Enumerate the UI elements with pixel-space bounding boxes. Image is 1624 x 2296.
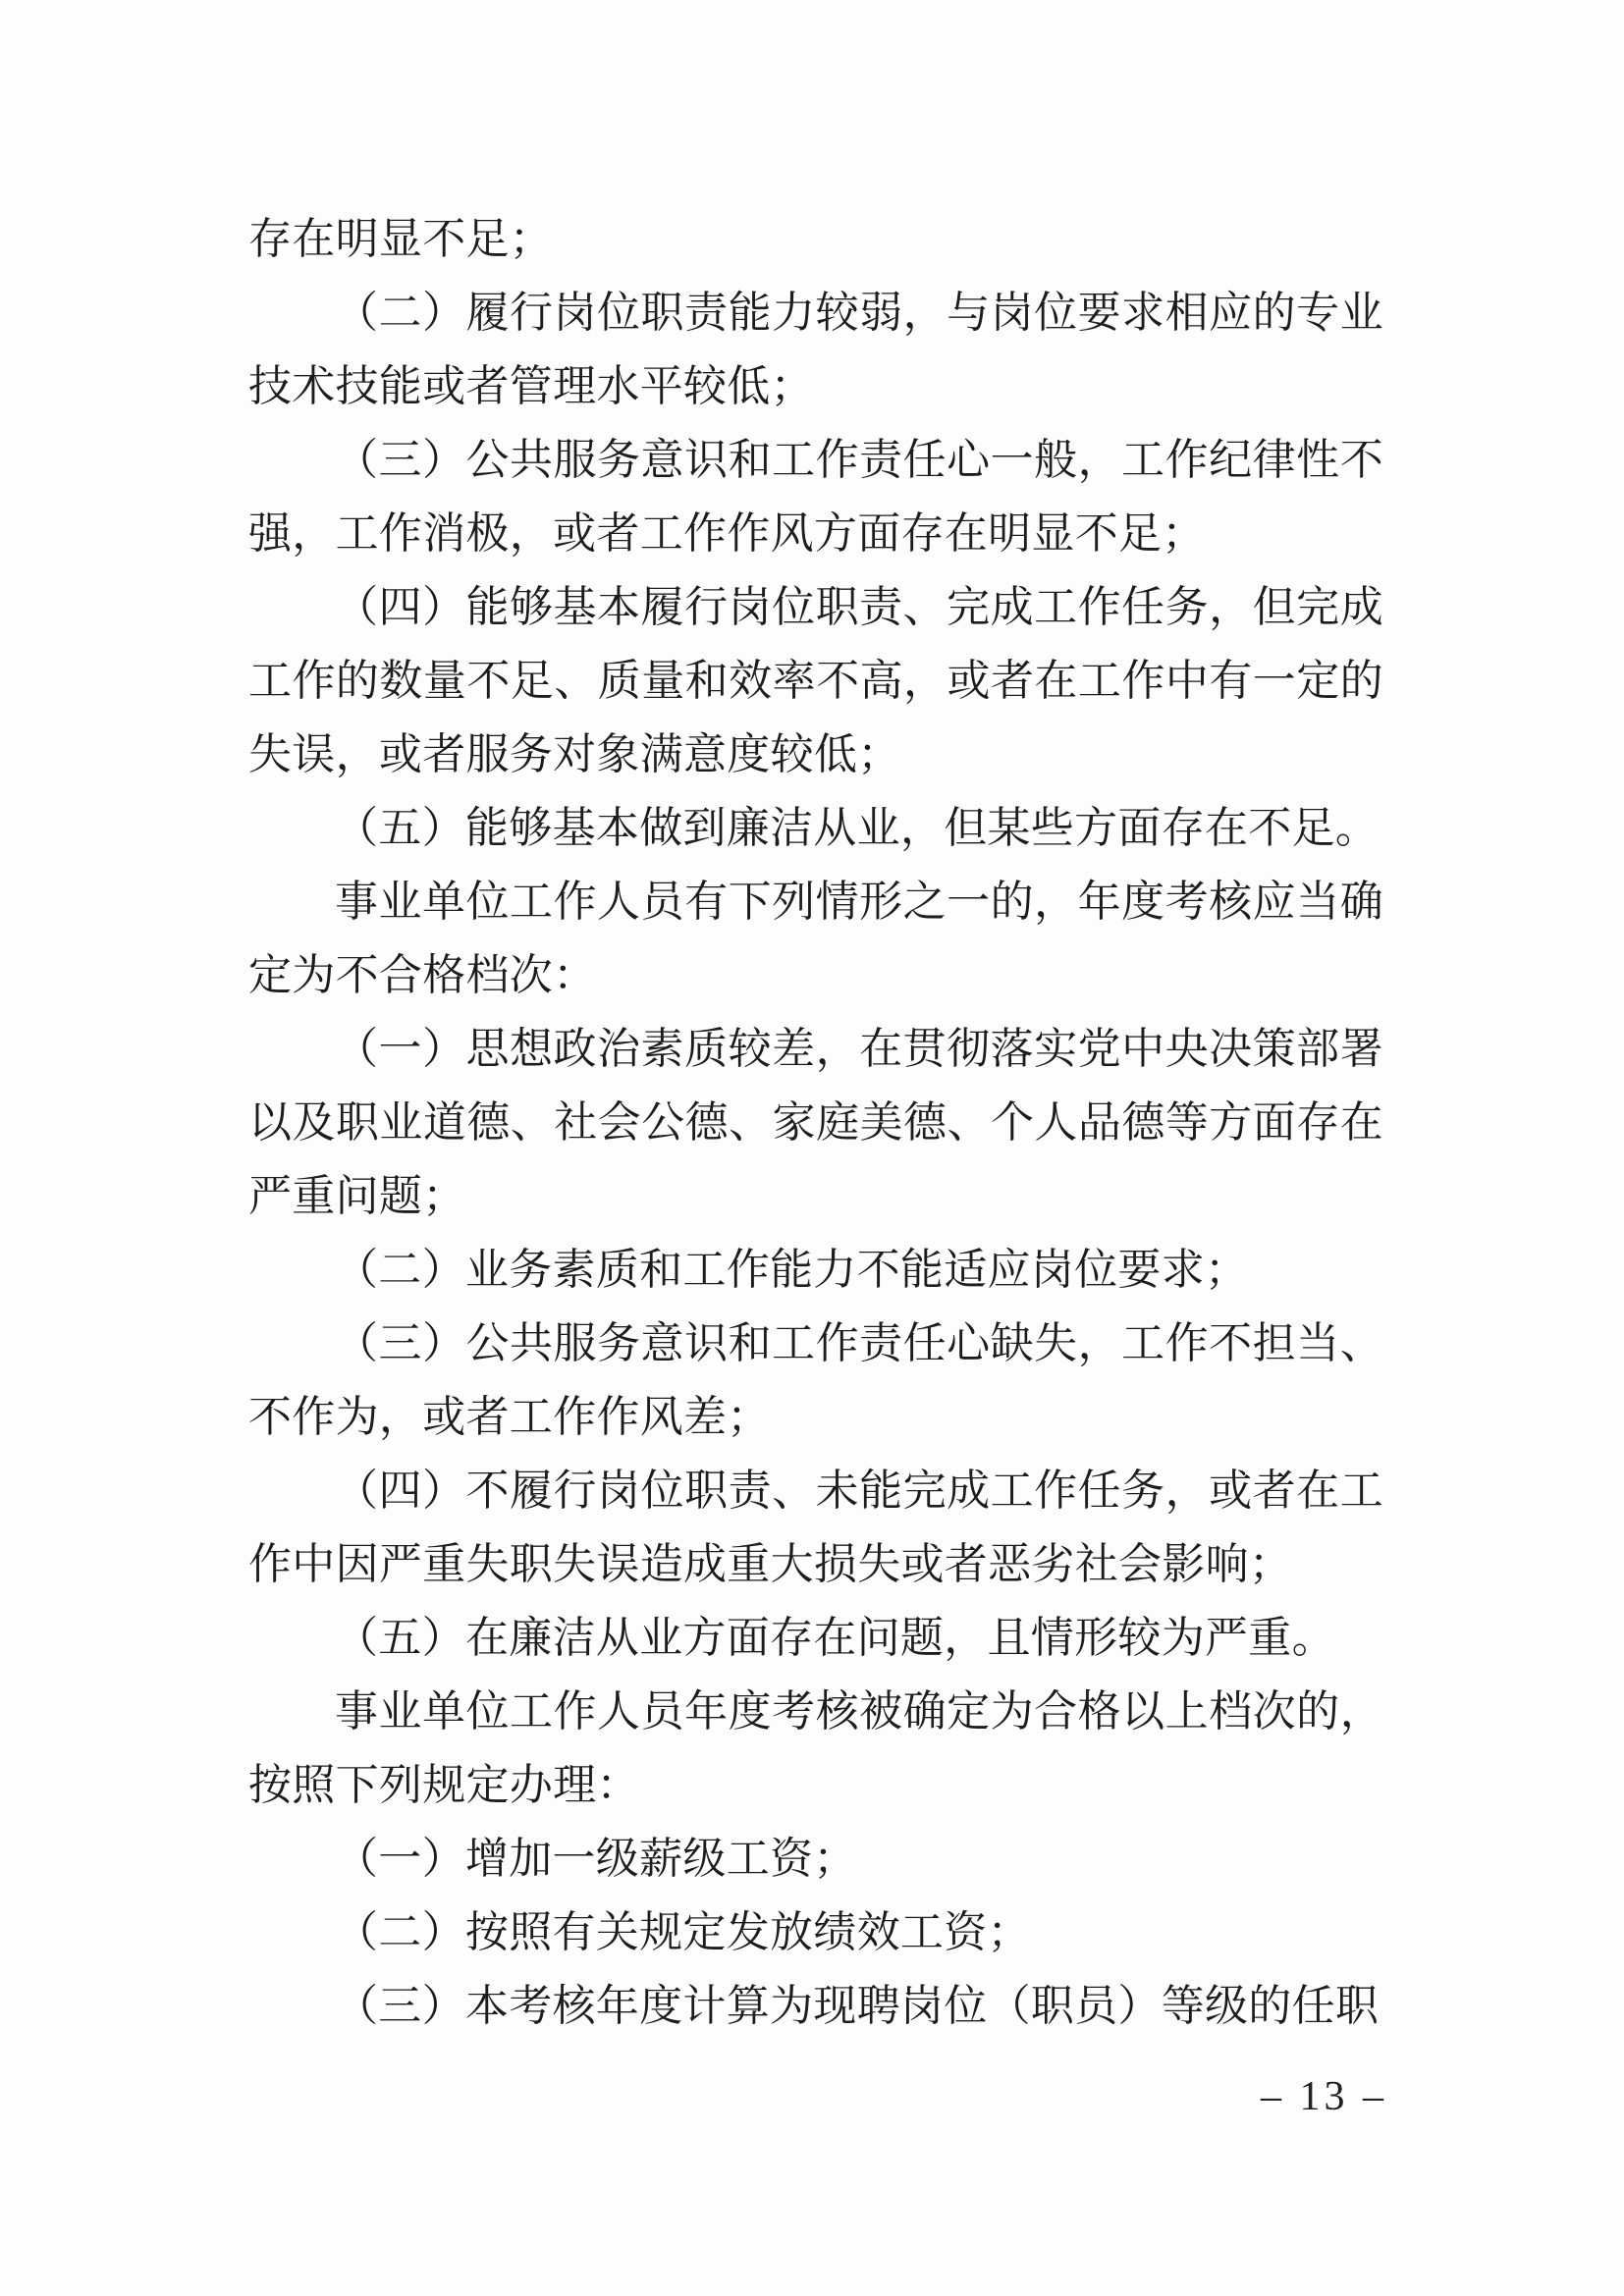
- paragraph: （四）不履行岗位职责、未能完成工作任务，或者在工作中因严重失职失误造成重大损失或者恶劣社会影响；: [248, 1467, 1383, 1588]
- paragraph: （一）增加一级薪级工资；: [335, 1835, 857, 1883]
- paragraph: （二）按照有关规定发放绩效工资；: [335, 1908, 1031, 1956]
- paragraph: 存在明显不足；: [248, 215, 554, 263]
- paragraph: （二）业务素质和工作能力不能适应岗位要求；: [335, 1246, 1249, 1294]
- paragraph: 事业单位工作人员年度考核被确定为合格以上档次的，按照下列规定办理：: [248, 1687, 1383, 1809]
- paragraph: （一）思想政治素质较差，在贯彻落实党中央决策部署以及职业道德、社会公德、家庭美德、个人品德等方面存在严重问题；: [248, 1025, 1383, 1220]
- paragraph: 事业单位工作人员有下列情形之一的，年度考核应当确定为不合格档次：: [248, 878, 1383, 999]
- paragraph: （三）公共服务意识和工作责任心一般，工作纪律性不强，工作消极，或者工作作风方面存在明显不足；: [248, 436, 1383, 558]
- paragraph: （二）履行岗位职责能力较弱，与岗位要求相应的专业技术技能或者管理水平较低；: [248, 289, 1383, 410]
- paragraph: （三）本考核年度计算为现聘岗位（职员）等级的任职: [335, 1982, 1380, 2030]
- document-body: [248, 202, 1383, 2043]
- paragraph: （五）能够基本做到廉洁从业，但某些方面存在不足。: [335, 804, 1380, 852]
- paragraph: （五）在廉洁从业方面存在问题，且情形较为严重。: [335, 1614, 1335, 1662]
- paragraph: （四）能够基本履行岗位职责、完成工作任务，但完成工作的数量不足、质量和效率不高，或者在工作中有一定的失误，或者服务对象满意度较低；: [248, 583, 1383, 778]
- paragraph: （三）公共服务意识和工作责任心缺失，工作不担当、不作为，或者工作作风差；: [248, 1319, 1383, 1441]
- page-number: – 13 –: [1261, 2074, 1387, 2119]
